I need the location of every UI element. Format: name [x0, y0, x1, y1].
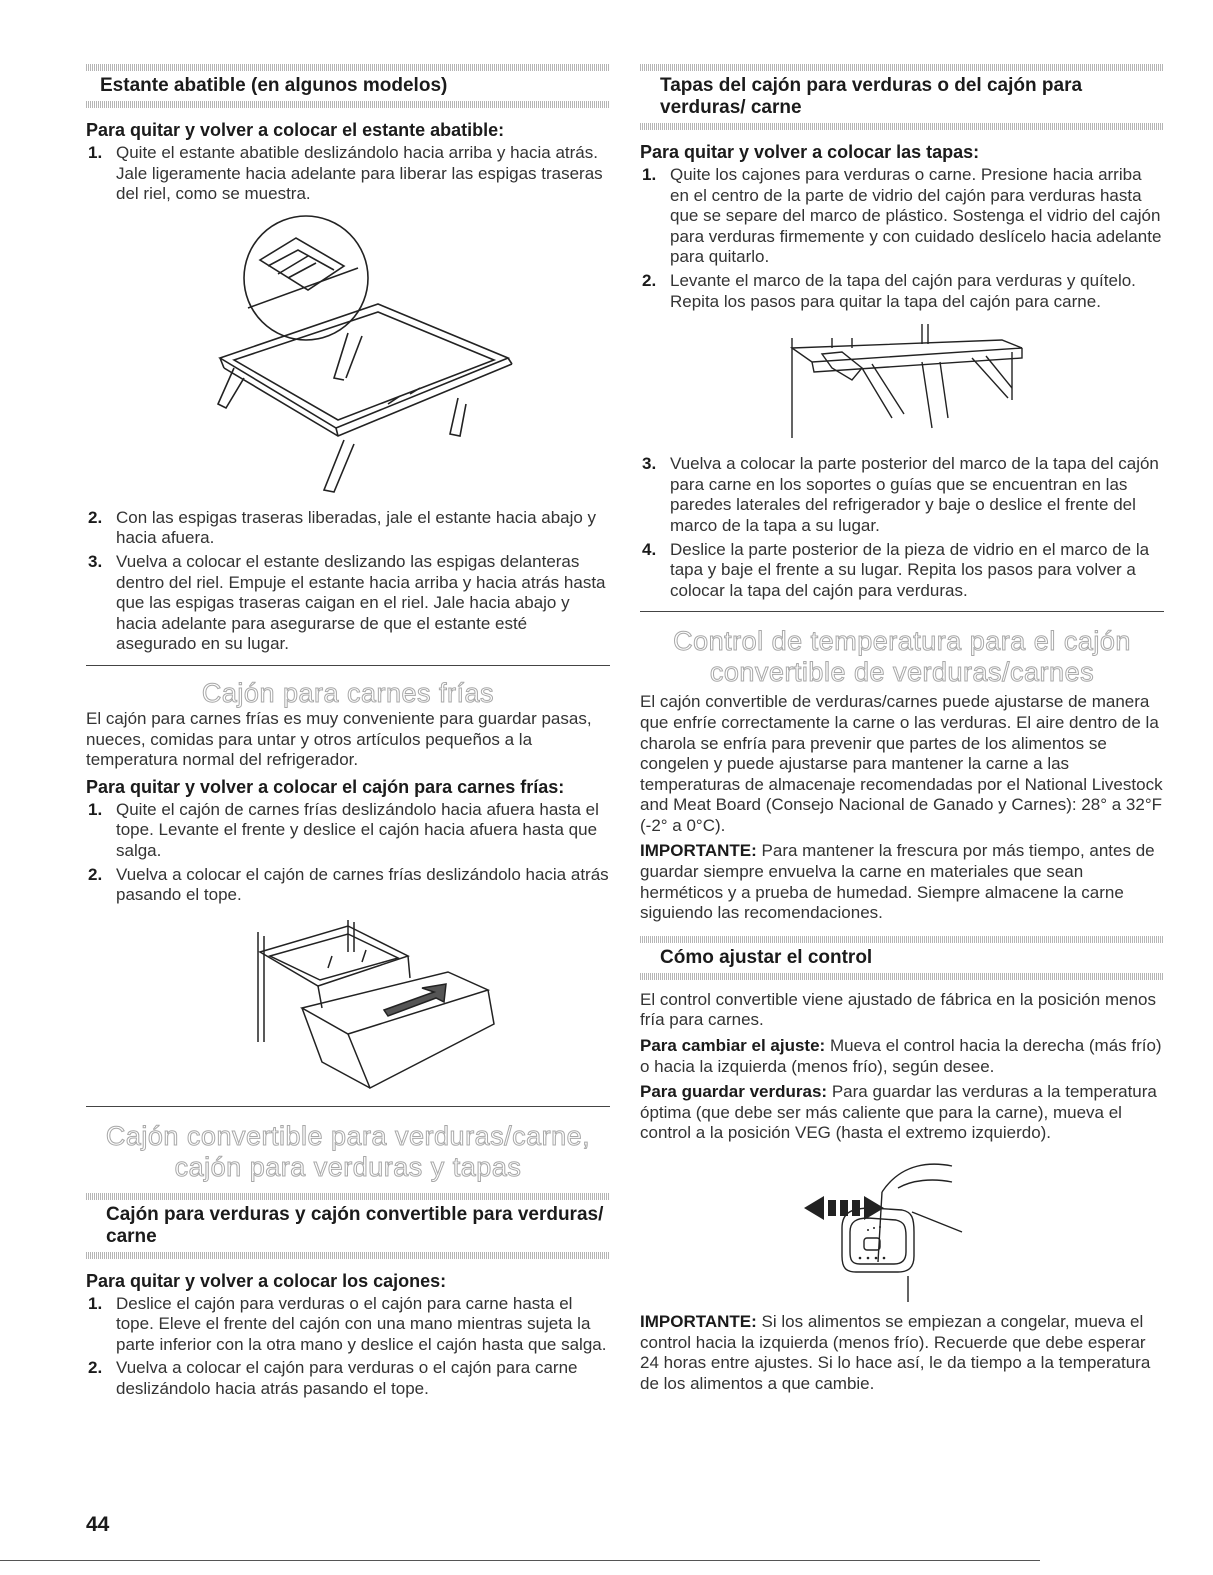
section-title-tapas: Tapas del cajón para verduras o del cajón para verduras/ carne	[660, 75, 1083, 118]
divider	[86, 665, 610, 666]
page-number: 44	[86, 1513, 110, 1536]
paragraph-guardar-verduras: Para guardar verduras: Para guardar las verduras a la temperatura óptima (que debe ser más caliente que para la carne), mueva el control a la posición VEG (hasta el extremo izquierdo).	[640, 1082, 1157, 1143]
list-item: 1. Quite el estante abatible deslizándolo hacia arriba y hacia atrás. Jale ligeramente hacia adelante para liberar las espigas traseras del riel, como se muestra.	[88, 143, 603, 204]
subheading-quitar-carnes-frias: Para quitar y volver a colocar el cajón para carnes frías:	[86, 776, 565, 797]
footer-rule	[0, 1560, 1040, 1561]
list-item: 2. Levante el marco de la tapa del cajón para verduras y quítelo. Repita los pasos para quitar la tapa del cajón para carne.	[642, 270, 1136, 311]
list-item: 2. Vuelva a colocar el cajón para verduras o el cajón para carne deslizándolo hacia atrás pasando el tope.	[88, 1358, 578, 1399]
section-band-bottom	[640, 123, 1164, 130]
right-column	[640, 64, 1164, 1399]
section-title-cajon-verduras: Cajón para verduras y cajón convertible para verduras/ carne	[106, 1203, 604, 1247]
steps-estante-b	[86, 508, 610, 655]
steps-tapas-b	[640, 454, 1164, 601]
divider	[640, 611, 1164, 612]
control-slider-illustration	[802, 1152, 1002, 1302]
list-item: 1. Deslice el cajón para verduras o el cajón para carne hasta el tope. Eleve el frente del cajón con una mano mientras sujeta la parte inferior con la otra mano y deslice el cajón hasta que salga.	[88, 1293, 607, 1354]
paragraph-cambiar-ajuste: Para cambiar el ajuste: Mueva el control hacia la derecha (más frío) o hacia la izquierda (menos frío), según desee.	[640, 1036, 1162, 1076]
list-item: 2. Vuelva a colocar el cajón de carnes frías deslizándolo hacia atrás pasando el tope.	[88, 864, 609, 905]
paragraph-control-fabrica: El control convertible viene ajustado de fábrica en la posición menos fría para carnes.	[640, 989, 1156, 1030]
section-title-carnes-frias: Cajón para carnes frías	[201, 677, 495, 708]
list-item: 4. Deslice la parte posterior de la pieza de vidrio en el marco de la tapa y baje el frente a su lugar. Repita los pasos para volver a colocar la tapa del cajón para verduras.	[642, 539, 1150, 600]
section-band-bottom	[86, 1252, 610, 1259]
section-band-top	[640, 936, 1164, 943]
section-title-control-1: Control de temperatura para el cajón	[673, 626, 1131, 657]
section-title-control-2: convertible de verduras/carnes	[709, 657, 1095, 688]
paragraph-carnes-frias: El cajón para carnes frías es muy conveniente para guardar pasas, nueces, comidas para untar y otros artículos pequeños a la temperatura normal del refrigerador.	[86, 708, 592, 770]
list-item: 1. Quite los cajones para verduras o carne. Presione hacia arriba en el centro de la parte de vidrio del cajón para verduras hasta que se separe del marco de plástico. Sostenga el vidrio del cajón para verduras firmemente y con cuidado deslícelo hacia adelante para quitarlo.	[642, 165, 1162, 267]
divider	[86, 1106, 610, 1107]
steps-cajones	[86, 1294, 610, 1400]
subheading-quitar-estante: Para quitar y volver a colocar el estante abatible:	[86, 120, 505, 140]
steps-carnes-frias	[86, 800, 610, 906]
steps-tapas-a	[640, 165, 1164, 312]
section-title-ajustar-control: Cómo ajustar el control	[660, 946, 873, 968]
list-item: 1. Quite el cajón de carnes frías deslizándolo hacia afuera hasta el tope. Levante el frente y deslice el cajón hacia afuera hasta que salga.	[88, 799, 599, 860]
list-item: 3. Vuelva a colocar la parte posterior del marco de la tapa del cajón para carne en los soportes o guías que se encuentran en las paredes laterales del refrigerador y baje o deslice el frente del marco de la tapa a su lugar.	[642, 454, 1159, 535]
section-title-estante-abatible: Estante abatible (en algunos modelos)	[100, 75, 448, 96]
section-title-cajon-convertible-2: cajón para verduras y tapas	[174, 1151, 522, 1182]
list-item: 3. Vuelva a colocar el estante deslizando las espigas delanteras dentro del riel. Empuje el estante hacia arriba y hacia atrás hasta que las espigas traseras caigan en el riel. Jale hacia abajo y hacia adelante para asegurarse de que el estante esté asegurado en su lugar.	[88, 551, 606, 654]
subheading-quitar-cajones: Para quitar y volver a colocar los cajones:	[86, 1270, 447, 1291]
section-band-bottom	[640, 973, 1164, 980]
crisper-cover-illustration	[772, 318, 1032, 448]
paragraph-control-intro: El cajón convertible de verduras/carnes puede ajustarse de manera que enfríe correctamente la carne o las verduras. El aire dentro de la charola se enfría para prevenir que partes de los alimentos se congelen y puede ajustarse para mantener la carne a las temperaturas de almacenaje recomendadas por el National Livestock and Meat Board (Consejo Nacional de Ganado y Carnes): 28° a 32°F (-2° a 0°C).	[640, 692, 1163, 835]
section-band-top	[86, 1193, 610, 1200]
section-band-top	[86, 64, 610, 71]
section-band-top	[640, 64, 1164, 71]
paragraph-importante-1: IMPORTANTE: Para mantener la frescura por más tiempo, antes de guardar siempre envuelva la carne en materiales que sean herméticos y a prueba de humedad. Siempre almacene la carne siguiendo las recomendaciones.	[640, 841, 1155, 923]
list-item: 2. Con las espigas traseras liberadas, jale el estante hacia abajo y hacia afuera.	[88, 507, 597, 548]
left-column	[86, 64, 610, 1403]
subheading-quitar-tapas: Para quitar y volver a colocar las tapas:	[640, 142, 980, 162]
paragraph-importante-2: IMPORTANTE: Si los alimentos se empiezan a congelar, mueva el control hacia la izquierda (menos frío). Recuerde que debe esperar 24 horas entre ajustes. Si lo hace así, le da tiempo a la temperatura de los alimentos a que cambie.	[640, 1312, 1151, 1393]
section-title-cajon-convertible-1: Cajón convertible para verduras/carne,	[105, 1120, 591, 1151]
steps-estante-a	[86, 143, 610, 205]
shelf-illustration	[148, 208, 548, 498]
section-band-bottom	[86, 101, 610, 108]
meat-drawer-illustration	[198, 912, 498, 1092]
